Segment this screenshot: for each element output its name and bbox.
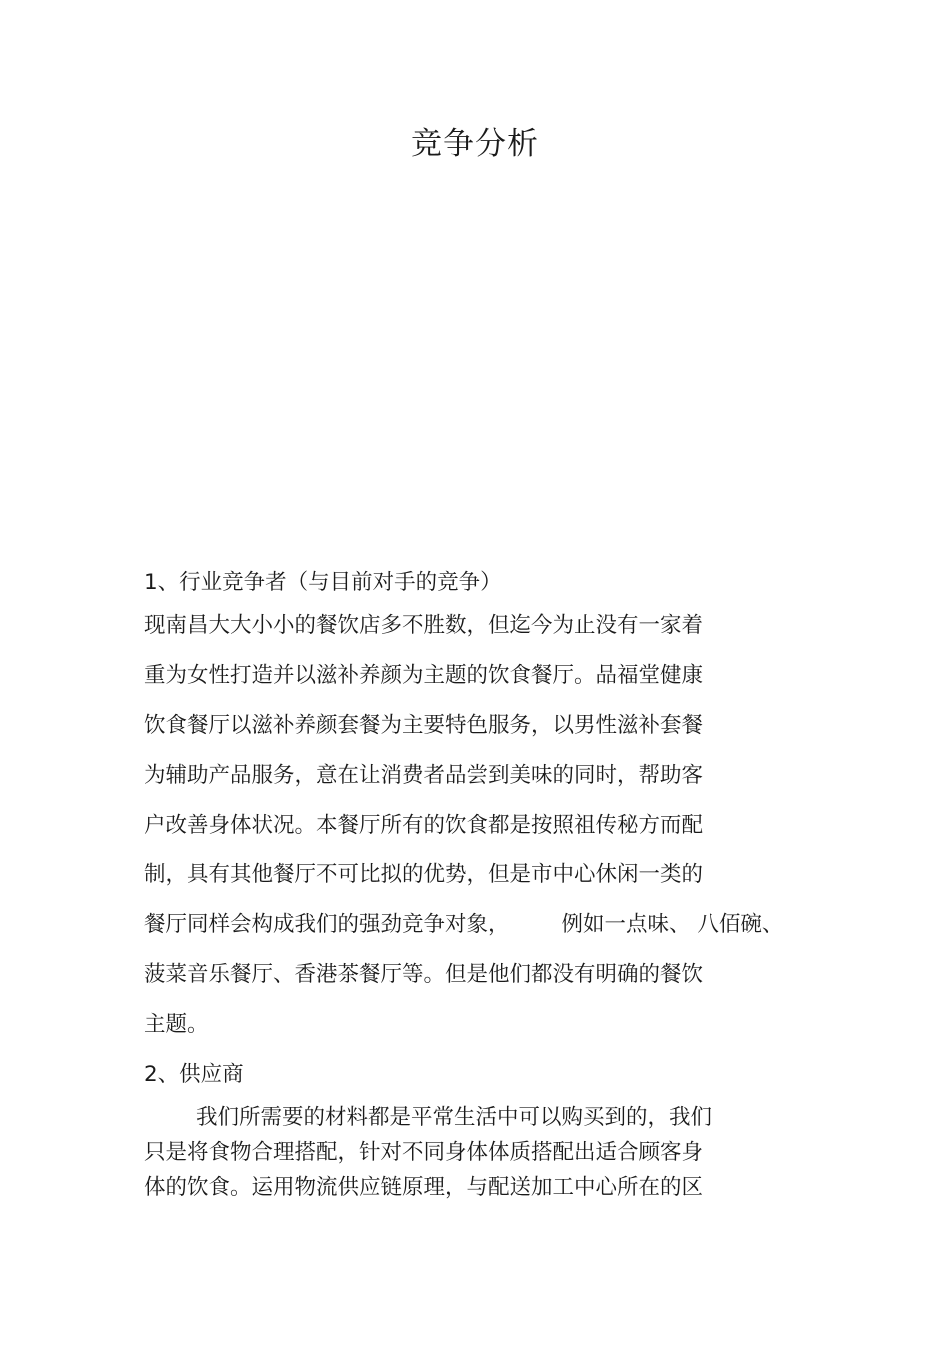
section-1-line-6: 制，具有其他餐厅不可比拟的优势，但是市中心休闲一类的 (144, 862, 704, 887)
section-1-line-9: 主题。 (144, 1012, 209, 1037)
section-2-line-3: 体的饮食。运用物流供应链原理，与配送加工中心所在的区 (144, 1175, 704, 1200)
section-1-heading: 1、行业竞争者（与目前对手的竞争） (144, 570, 502, 595)
section-1-line-5: 户改善身体状况。本餐厅所有的饮食都是按照祖传秘方而配 (144, 813, 704, 838)
section-1-line-7-tail: 例如一点味、 八佰碗、 (561, 912, 784, 937)
section-2-line-2: 只是将食物合理搭配，针对不同身体体质搭配出适合顾客身 (144, 1140, 704, 1165)
page-title: 竞争分析 (411, 126, 539, 162)
section-1-line-3: 饮食餐厅以滋补养颜套餐为主要特色服务，以男性滋补套餐 (144, 713, 704, 738)
section-1-line-7 (144, 910, 783, 940)
section-2-heading: 2、供应商 (144, 1062, 244, 1087)
section-1-line-1: 现南昌大大小小的餐饮店多不胜数，但迄今为止没有一家着 (144, 613, 704, 638)
section-1-line-2: 重为女性打造并以滋补养颜为主题的饮食餐厅。品福堂健康 (144, 663, 704, 688)
section-2-line-1: 我们所需要的材料都是平常生活中可以购买到的，我们 (196, 1105, 713, 1130)
section-1-line-8: 菠菜音乐餐厅、香港茶餐厅等。但是他们都没有明确的餐饮 (144, 962, 704, 987)
section-1-line-4: 为辅助产品服务，意在让消费者品尝到美味的同时，帮助客 (144, 763, 704, 788)
section-1-line-7-head: 餐厅同样会构成我们的强劲竞争对象， (144, 912, 510, 937)
